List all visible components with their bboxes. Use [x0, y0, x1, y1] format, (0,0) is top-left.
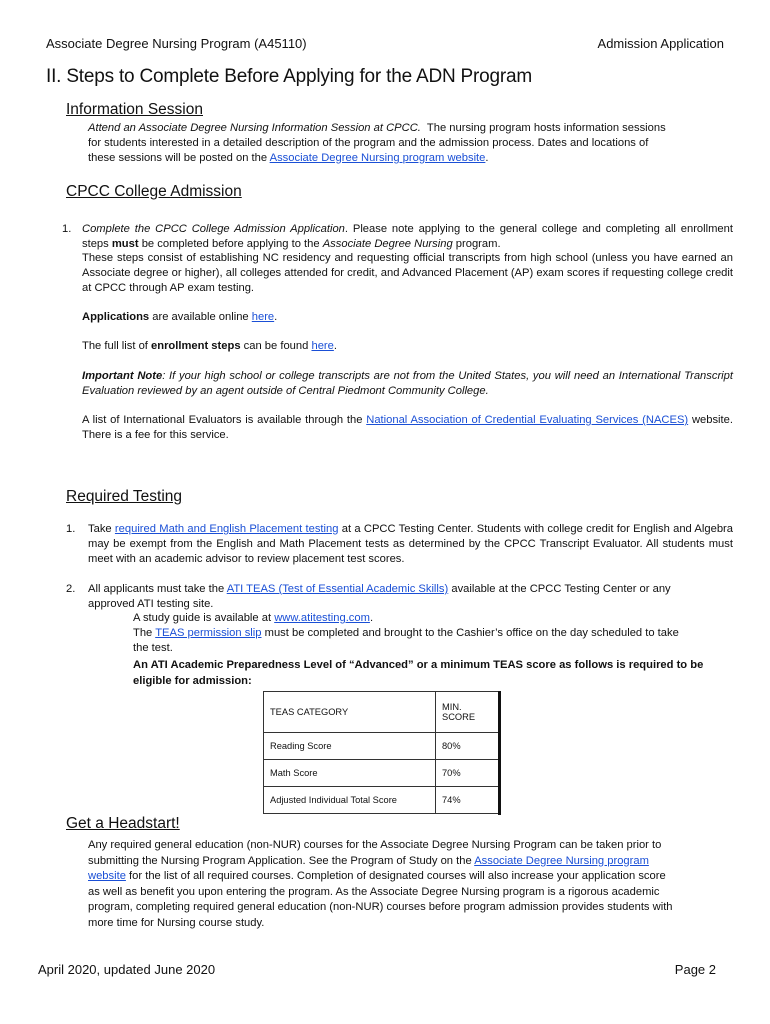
info-session-lead: Attend an Associate Degree Nursing Information Session at CPCC.	[88, 122, 421, 134]
teas-score-table	[263, 691, 501, 814]
table-row	[264, 787, 501, 814]
adn-program-website-link[interactable]: Associate Degree Nursing program website	[269, 151, 486, 164]
page-title: II. Steps to Complete Before Applying for the ADN Program	[46, 66, 533, 87]
international-evaluators: A list of International Evaluators is available through the National Association of Credential Evaluating Services (NACES) website. There is a fee for this service.	[82, 414, 733, 441]
important-note: Important Note: If your high school or college transcripts are not from the United States, you will need an International Transcript Evaluation reviewed by an agent outside of Central Piedmont Community College.	[82, 370, 733, 397]
atitesting-link[interactable]: www.atitesting.com	[274, 612, 370, 624]
applications-here-link[interactable]: here	[251, 311, 275, 323]
placement-testing-link[interactable]: required Math and English Placement testing	[114, 523, 339, 535]
headstart-paragraph: Any required general education (non-NUR) courses for the Associate Degree Nursing Program can be taken prior to submitting the Nursing Program Application. See the Program of Study on the Associate Degree Nursing program website for the list of all required courses. Completion of designated courses will also increase your application score as well as benefit you upon entering the program. As the Associate Degree Nursing program is a rigorous academic program, completing required general education (non-NUR) courses before program admission provides students with more time for Nursing course study.	[88, 839, 673, 929]
enrollment-steps-here-link[interactable]: here	[311, 340, 334, 352]
adn-program-study-link-cont[interactable]: website	[88, 870, 126, 883]
admission-steps-paragraph: These steps consist of establishing NC residency and requesting official transcripts from high school (unless you have earned an Associate degree or higher), all colleges attended for credit, and Advanced Placement (AP) exam scores if requesting college credit at CPCC through AP exam testing.	[82, 252, 733, 294]
header-doc-type: Admission Application	[597, 36, 724, 51]
ati-teas-link[interactable]: ATI TEAS (Test of Essential Academic Skills)	[226, 583, 449, 595]
applications-line: Applications are available online here.	[82, 311, 278, 323]
table-row	[264, 733, 501, 760]
enrollment-steps-line: The full list of enrollment steps can be found here.	[82, 340, 337, 352]
naces-link[interactable]: National Association of Credential Evaluating Services (NACES)	[366, 414, 689, 426]
adn-program-study-link[interactable]: Associate Degree Nursing program	[474, 854, 649, 867]
teas-details: A study guide is available at www.atitesting.com. The TEAS permission slip must be completed and brought to the Cashier’s office on the day scheduled to take the test. An ATI Academic Preparedness Level of “Advanced” or a minimum TEAS score as follows is required to be eligible for admission:	[133, 612, 704, 688]
headstart-heading: Get a Headstart!	[66, 815, 180, 832]
header-program: Associate Degree Nursing Program (A45110)	[46, 36, 307, 51]
table-cell-score: 70%	[436, 760, 501, 787]
table-cell-category: Math Score	[264, 760, 436, 787]
testing-item1-number: 1.	[66, 523, 76, 535]
testing-item1: Take required Math and English Placement testing at a CPCC Testing Center. Students with college credit for English and Algebra may be exempt from the English and Math Placement tests as determined by the CPCC Transcript Evaluator. All students must meet with an academic advisor to review placement test scores.	[88, 523, 733, 565]
table-row	[264, 760, 501, 787]
admission-heading: CPCC College Admission	[66, 183, 242, 200]
testing-heading: Required Testing	[66, 488, 183, 505]
footer-page-number: Page 2	[674, 962, 716, 977]
table-cell-score: 74%	[436, 787, 501, 814]
table-header-row	[264, 692, 501, 733]
info-session-text: Attend an Associate Degree Nursing Information Session at CPCC. The nursing program hosts information sessions for students interested in a detailed description of the program and the admission process. Dates and locations of these sessions will be posted on the Associate Degree Nursing program website.	[88, 122, 666, 164]
info-session-heading: Information Session	[66, 101, 203, 118]
admission-item: Complete the CPCC College Admission Application. Please note applying to the general college and completing all enrollment steps must be completed before applying to the Associate Degree Nursing program.	[82, 223, 733, 250]
footer-date: April 2020, updated June 2020	[38, 962, 216, 977]
admission-item-number: 1.	[62, 223, 72, 235]
teas-permission-slip-link[interactable]: TEAS permission slip	[155, 626, 262, 639]
testing-item2: All applicants must take the ATI TEAS (Test of Essential Academic Skills) available at the CPCC Testing Center or any approved ATI testing site.	[88, 583, 671, 610]
table-cell-category: Reading Score	[264, 733, 436, 760]
testing-item2-number: 2.	[66, 583, 76, 595]
table-header-score: MIN. SCORE	[436, 692, 501, 733]
table-header-category: TEAS CATEGORY	[264, 692, 436, 733]
table-cell-score: 80%	[436, 733, 501, 760]
table-border-shadow	[498, 691, 501, 815]
table-cell-category: Adjusted Individual Total Score	[264, 787, 436, 814]
